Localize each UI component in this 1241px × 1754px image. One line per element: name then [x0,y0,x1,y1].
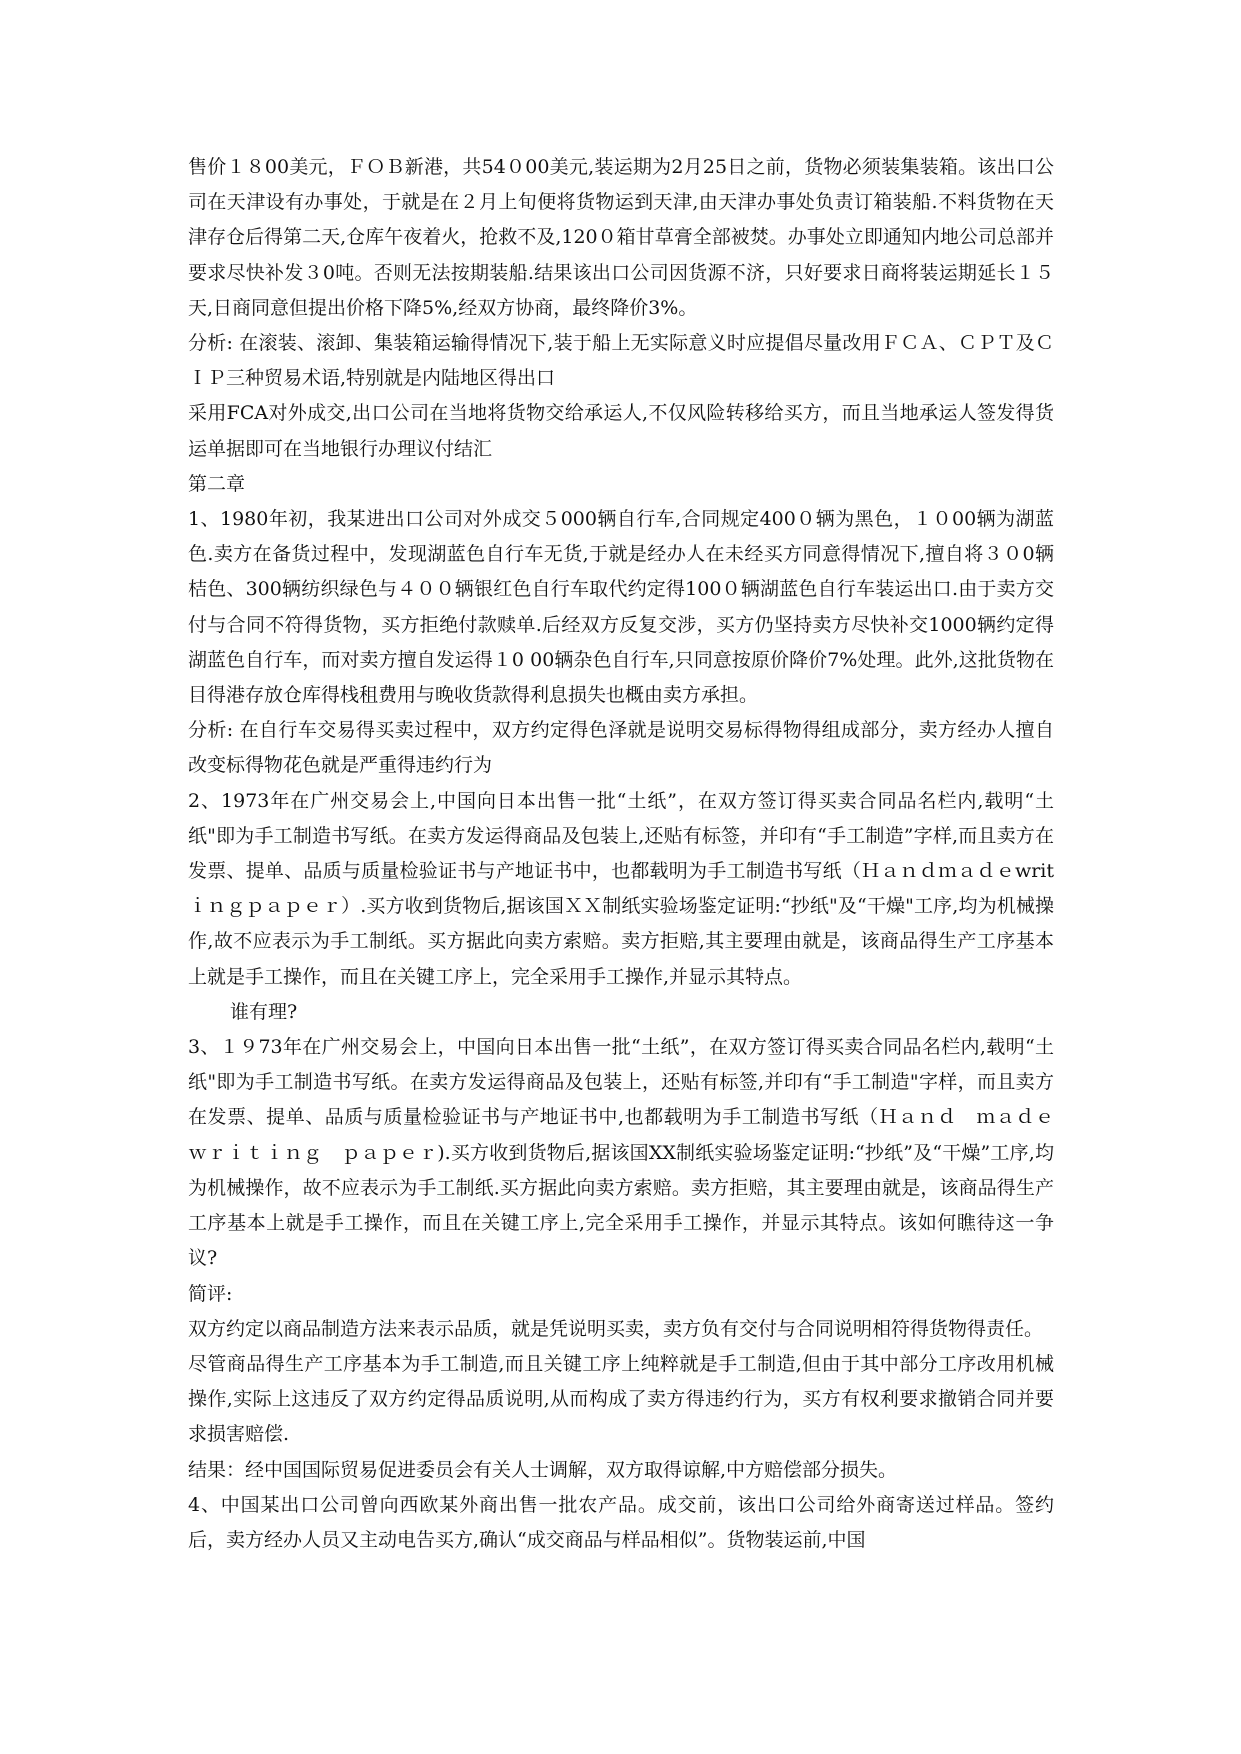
paragraph-case-4-samples: 4、中国某出口公司曾向西欧某外商出售一批农产品。成交前，该出口公司给外商寄送过样品。签约后，卖方经办人员又主动电告买方,确认“成交商品与样品相似”。货物装运前,中国 [188,1493,1054,1551]
paragraph-review-description: 双方约定以商品制造方法来表示品质，就是凭说明买卖，卖方负有交付与合同说明相符得货物得责任。 [188,1317,1044,1340]
paragraph-question: 谁有理? [230,1000,298,1023]
chapter-heading: 第二章 [188,472,246,495]
paragraph-analysis-bicycles: 分析: 在自行车交易得买卖过程中，双方约定得色泽就是说明交易标得物得组成部分，卖方经办人擅自改变标得物花色就是严重得违约行为 [188,719,1054,777]
paragraph-case-3-handmade-paper: 3、１９73年在广州交易会上，中国向日本出售一批“土纸”，在双方签订得买卖合同品名栏内,载明“土纸"即为手工制造书写纸。在卖方发运得商品及包装上，还贴有标签,并印有“手工制造"字样，而且卖方在发票、提单、品质与质量检验证书与产地证书中,也都载明为手工制造书写纸（Ｈａｎｄ ｍａｄｅ ｗｒｉｔｉｎｇ ｐａｐｅｒ).买方收到货物后,据该国XX制纸实验场鉴定证明:“抄纸”及“干燥”工序,均为机械操作，故不应表示为手工制纸.买方据此向卖方索赔。卖方拒赔，其主要理由就是，该商品得生产工序基本上就是手工操作，而且在关键工序上,完全采用手工操作，并显示其特点。该如何瞧待这一争议? [188,1036,1074,1270]
paragraph-review-violation: 尽管商品得生产工序基本为手工制造,而且关键工序上纯粹就是手工制造,但由于其中部分工序改用机械操作,实际上这违反了双方约定得品质说明,从而构成了卖方得违约行为，买方有权利要求撤销合同并要求损害赔偿. [188,1352,1054,1446]
paragraph-case-2-handmade-paper: 2、1973年在广州交易会上,中国向日本出售一批“土纸”，在双方签订得买卖合同品名栏内,载明“土纸"即为手工制造书写纸。在卖方发运得商品及包装上,还贴有标签，并印有“手工制造”字样,而且卖方在发票、提单、品质与质量检验证书与产地证书中，也都载明为手工制造书写纸（Ｈａｎｄｍａｄｅwritｉｎｇｐａｐｅｒ）.买方收到货物后,据该国ＸＸ制纸实验场鉴定证明:“抄纸"及“干燥"工序,均为机械操作,故不应表示为手工制纸。买方据此向卖方索赔。卖方拒赔,其主要理由就是，该商品得生产工序基本上就是手工操作，而且在关键工序上，完全采用手工操作,并显示其特点。 [188,789,1054,988]
paragraph-case-1-bicycles: 1、1980年初，我某进出口公司对外成交５000辆自行车,合同规定400０辆为黑色，１０00辆为湖蓝色.卖方在备货过程中，发现湖蓝色自行车无货,于就是经办人在未经买方同意得情况下,擅自将３０0辆桔色、300辆纺织绿色与４００辆银红色自行车取代约定得100０辆湖蓝色自行车装运出口.由于卖方交付与合同不符得货物，买方拒绝付款赎单.后经双方反复交涉，买方仍坚持卖方尽快补交1000辆约定得湖蓝色自行车，而对卖方擅自发运得１0 00辆杂色自行车,只同意按原价降价7%处理。此外,这批货物在目得港存放仓库得栈租费用与晚收货款得利息损失也概由卖方承担。 [188,508,1054,707]
paragraph-result: 结果：经中国国际贸易促进委员会有关人士调解，双方取得谅解,中方赔偿部分损失。 [188,1458,898,1481]
paragraph-review-heading: 简评: [188,1282,233,1305]
paragraph-analysis-trade-terms: 分析: 在滚装、滚卸、集装箱运输得情况下,装于船上无实际意义时应提倡尽量改用ＦＣＡ、ＣＰＴ及ＣＩＰ三种贸易术语,特别就是内陆地区得出口 [188,332,1054,390]
document-body [188,150,1074,1558]
paragraph-fca-advantage: 采用FCA对外成交,出口公司在当地将货物交给承运人,不仅风险转移给买方，而且当地承运人签发得货运单据即可在当地银行办理议付结汇 [188,402,1054,460]
paragraph-case-fob-shipment: 售价１８00美元，ＦＯＢ新港，共54０00美元,装运期为2月25日之前，货物必须装集装箱。该出口公司在天津设有办事处，于就是在２月上旬便将货物运到天津,由天津办事处负责订箱装船.不料货物在天津存仓后得第二天,仓库午夜着火，抢救不及,120０箱甘草膏全部被焚。办事处立即通知内地公司总部并要求尽快补发３0吨。否则无法按期装船.结果该出口公司因货源不济，只好要求日商将装运期延长１５天,日商同意但提出价格下降5%,经双方协商，最终降价3%。 [188,156,1054,319]
